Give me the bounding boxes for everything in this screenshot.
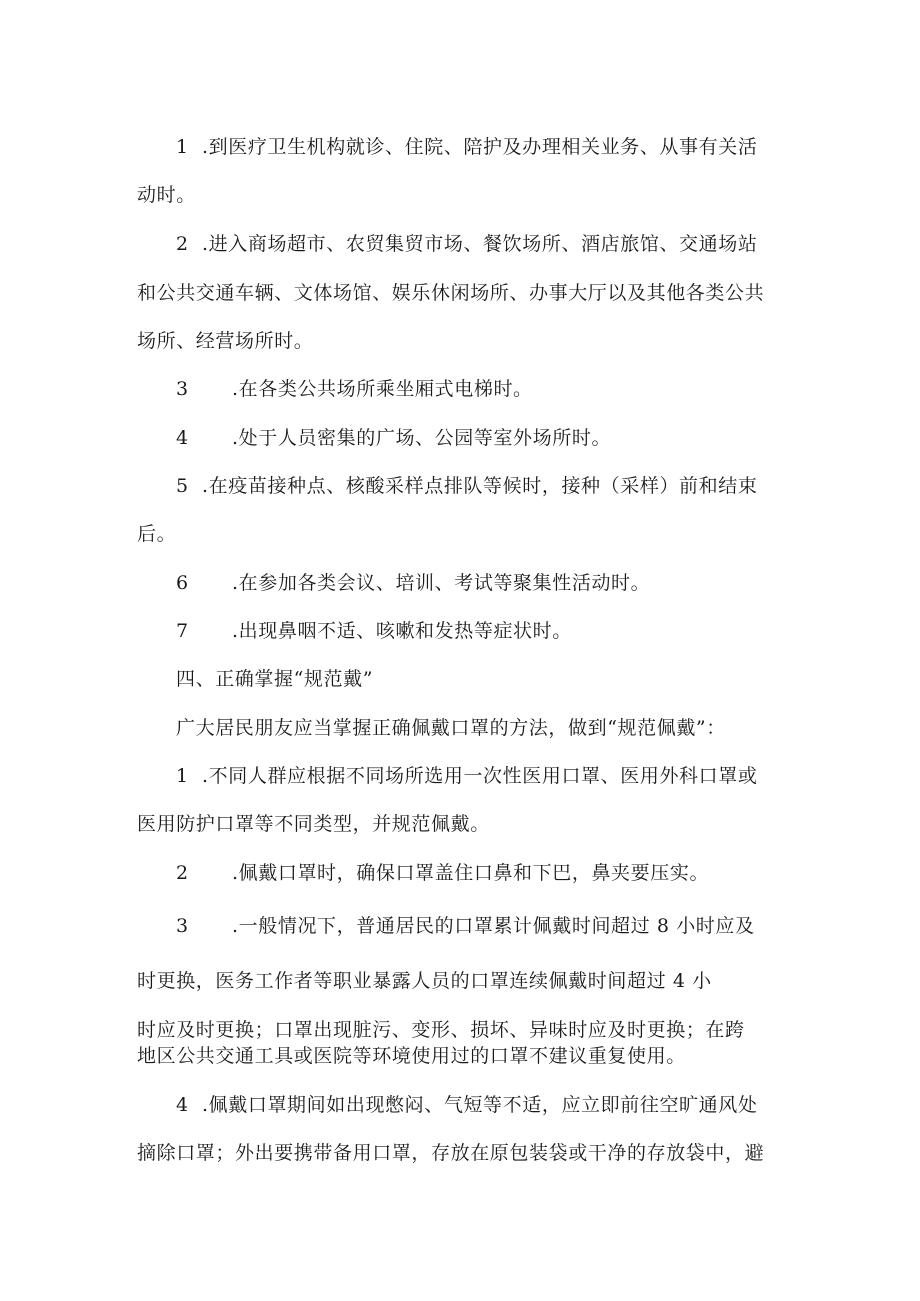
list-item-6: 6 .在参加各类会议、培训、考试等聚集性活动时。 — [176, 572, 651, 594]
step-3-line-1: 3 .一般情况下，普通居民的口罩累计佩戴时间超过 8 小时应及 — [176, 915, 755, 937]
step-2: 2 .佩戴口罩时，确保口罩盖住口鼻和下巴，鼻夹要压实。 — [176, 862, 710, 884]
item-number: 7 — [176, 620, 189, 642]
list-item-5-line-1: 5 .在疫苗接种点、核酸采样点排队等候时，接种（采样）前和结束 — [176, 475, 758, 497]
step-1-line-1: 1 .不同人群应根据不同场所选用一次性医用口罩、医用外科口罩或 — [176, 765, 758, 787]
list-item-2-line-3: 场所、经营场所时。 — [137, 330, 314, 352]
item-number: 3 — [176, 378, 189, 400]
item-number: 2 — [176, 233, 189, 255]
step-number: 3 — [176, 915, 189, 937]
list-item-2-line-1: 2 .进入商场超市、农贸集贸市场、餐饮场所、酒店旅馆、交通场站 — [176, 233, 758, 255]
step-3-line-4: 地区公共交通工具或医院等环境使用过的口罩不建议重复使用。 — [137, 1045, 686, 1067]
item-number: 6 — [176, 572, 189, 594]
list-item-3: 3 .在各类公共场所乘坐厢式电梯时。 — [176, 378, 533, 400]
step-1-line-2: 医用防护口罩等不同类型，并规范佩戴。 — [137, 813, 490, 835]
step-3-line-2: 时更换，医务工作者等职业暴露人员的口罩连续佩戴时间超过 4 小 — [137, 970, 712, 992]
list-item-4: 4 .处于人员密集的广场、公园等室外场所时。 — [176, 427, 612, 449]
step-4-line-2: 摘除口罩；外出要携带备用口罩，存放在原包装袋或干净的存放袋中，避 — [137, 1142, 765, 1164]
step-number: 1 — [176, 765, 189, 787]
step-3-line-3: 时应及时更换；口罩出现脏污、变形、损坏、异味时应及时更换；在跨 — [137, 1019, 745, 1041]
step-number: 2 — [176, 862, 189, 884]
step-number: 4 — [176, 1094, 189, 1116]
list-item-1-line-2: 动时。 — [137, 184, 196, 206]
item-number: 1 — [176, 136, 189, 158]
item-number: 4 — [176, 427, 189, 449]
list-item-7: 7 .出现鼻咽不适、咳嗽和发热等症状时。 — [176, 620, 572, 642]
item-number: 5 — [176, 475, 189, 497]
section-heading: 四、正确掌握“规范戴” — [176, 668, 374, 690]
list-item-1-line-1: 1 .到医疗卫生机构就诊、住院、陪护及办理相关业务、从事有关活 — [176, 136, 758, 158]
list-item-2-line-2: 和公共交通车辆、文体场馆、娱乐休闲场所、办事大厅以及其他各类公共 — [137, 282, 765, 304]
step-4-line-1: 4 .佩戴口罩期间如出现憋闷、气短等不适，应立即前往空旷通风处 — [176, 1094, 758, 1116]
list-item-5-line-2: 后。 — [137, 523, 177, 545]
intro-paragraph: 广大居民朋友应当掌握正确佩戴口罩的方法，做到“规范佩戴”： — [176, 717, 726, 739]
